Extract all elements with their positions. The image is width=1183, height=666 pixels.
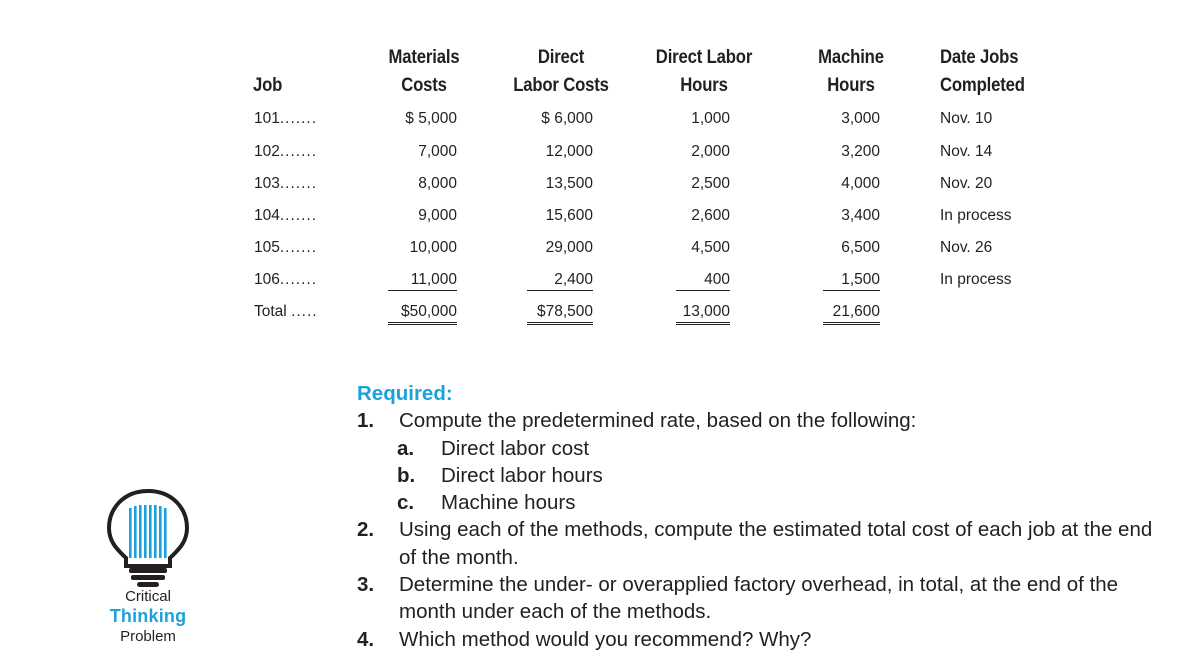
job-number: 102....... [254,143,318,160]
labor-hours: 4,500 [691,239,730,256]
materials-cost: 10,000 [409,239,457,256]
labor-hours: 400 [676,270,730,291]
item-text: Compute the predetermined rate, based on the following: [399,409,917,433]
badge-label-critical: Critical [125,588,171,605]
machine-hours: 3,200 [841,143,880,160]
total-label: Total ..... [254,303,318,320]
materials-cost: 7,000 [418,143,457,160]
labor-cost: $ 6,000 [541,110,593,127]
subitem-text: Machine hours [441,491,576,515]
required-item [357,571,1157,626]
materials-total: $50,000 [388,302,457,325]
job-number: 103....... [254,175,318,192]
subitem-letter: a. [397,436,415,460]
machine-hours-total: 21,600 [823,302,880,325]
item-text: Which method would you recommend? Why? [399,627,812,651]
header-machine-hours: Machine Hours [818,47,884,96]
badge-label-problem: Problem [120,628,176,645]
item-text: Determine the under- or overapplied factory overhead, in total, at the end of the month under each of the methods. [399,573,1119,624]
item-number: 3. [357,573,375,597]
required-item [357,407,1157,434]
header-date-completed: Date Jobs Completed [940,47,1025,96]
badge-label-thinking: Thinking [109,606,187,626]
labor-hours-total: 13,000 [676,302,730,325]
date-completed: Nov. 20 [940,175,993,192]
labor-cost: 29,000 [545,239,593,256]
labor-hours: 2,600 [691,207,730,224]
item-number: 1. [357,409,375,433]
machine-hours: 3,000 [841,110,880,127]
date-completed: Nov. 10 [940,110,993,127]
machine-hours: 3,400 [841,207,880,224]
labor-cost: 13,500 [545,175,593,192]
labor-cost: 12,000 [545,143,593,160]
date-completed: Nov. 26 [940,239,993,256]
required-subitem [357,489,1157,516]
item-number: 2. [357,518,375,542]
subitem-letter: b. [397,463,416,487]
materials-cost: 11,000 [388,270,457,291]
required-section [357,380,1157,653]
date-completed: Nov. 14 [940,143,993,160]
labor-hours: 1,000 [691,110,730,127]
labor-cost: 2,400 [527,270,593,291]
critical-thinking-badge [95,488,205,648]
job-number: 101....... [254,110,318,127]
lightbulb-icon [95,488,201,588]
required-subitem [357,462,1157,489]
labor-hours: 2,500 [691,175,730,192]
required-subitem [357,435,1157,462]
subitem-letter: c. [397,491,415,515]
date-completed: In process [940,207,1012,224]
required-item [357,516,1157,571]
job-number: 106....... [254,271,318,288]
subitem-text: Direct labor cost [441,436,590,460]
required-item [357,626,1157,653]
item-number: 4. [357,627,375,651]
job-number: 104....... [254,207,318,224]
date-completed: In process [940,271,1012,288]
required-title: Required: [357,382,453,405]
job-number: 105....... [254,239,318,256]
labor-cost: 15,600 [545,207,593,224]
materials-cost: $ 5,000 [405,110,457,127]
labor-hours: 2,000 [691,143,730,160]
materials-cost: 9,000 [418,207,457,224]
header-direct-labor-hours: Direct Labor Hours [655,47,753,96]
labor-cost-total: $78,500 [527,302,593,325]
header-direct-labor-costs: Direct Labor Costs [513,47,609,96]
machine-hours: 6,500 [841,239,880,256]
item-text: Using each of the methods, compute the estimated total cost of each job at the end of the month. [399,518,1153,569]
header-job: Job [253,75,283,96]
header-materials: Materials Costs [388,47,460,96]
materials-cost: 8,000 [418,175,457,192]
subitem-text: Direct labor hours [441,463,603,487]
machine-hours: 4,000 [841,175,880,192]
machine-hours: 1,500 [823,270,880,291]
